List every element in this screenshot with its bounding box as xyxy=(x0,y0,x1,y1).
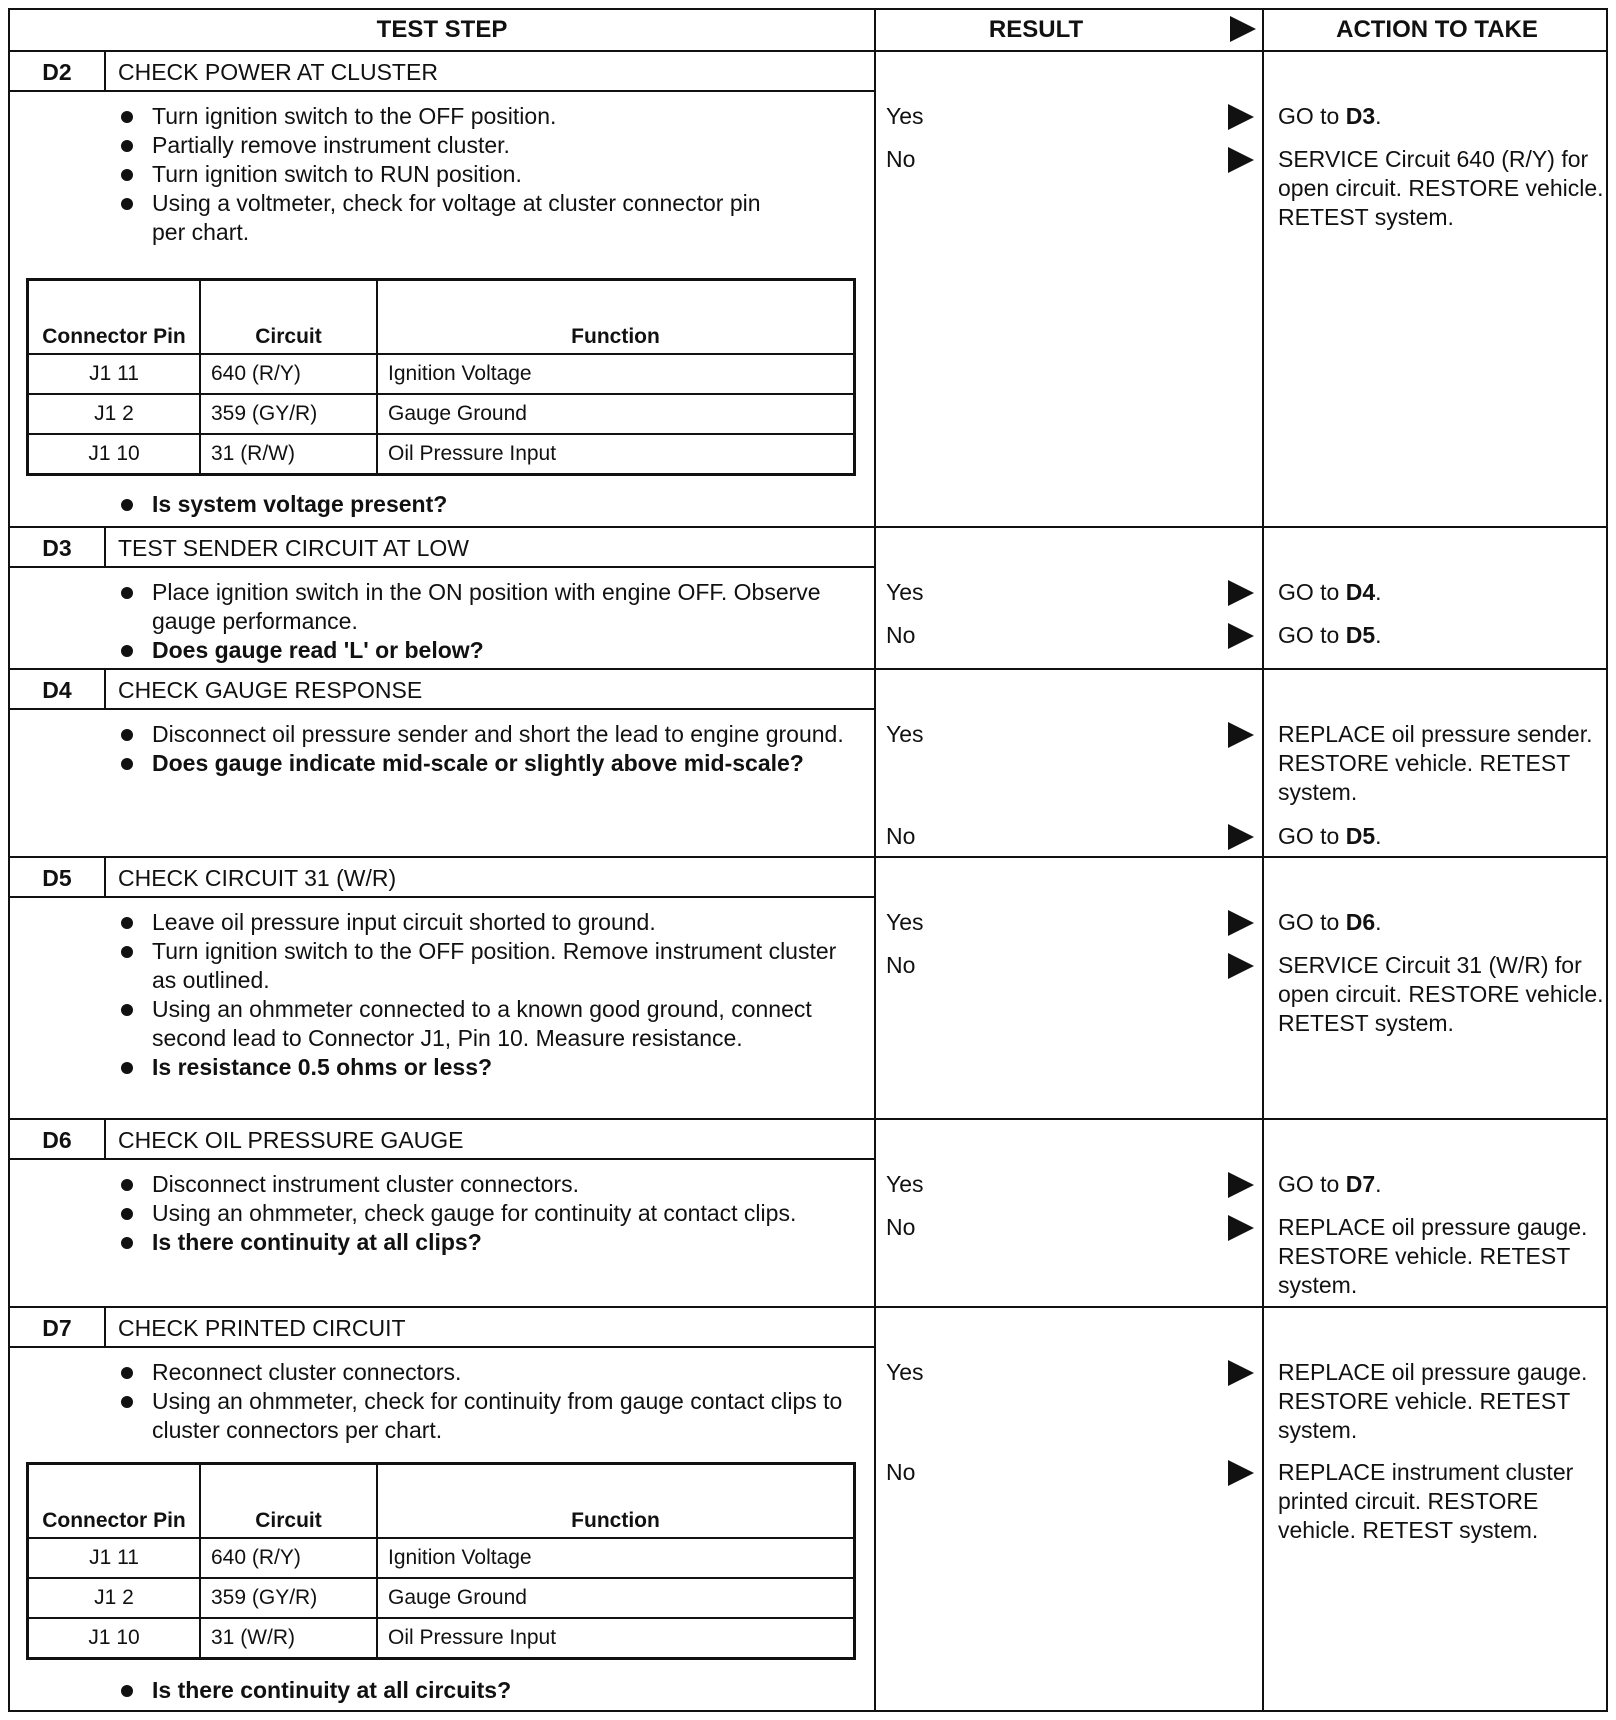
step-title: CHECK CIRCUIT 31 (W/R) xyxy=(106,858,874,898)
table-cell: 640 (R/Y) xyxy=(200,354,377,394)
step-id: D2 xyxy=(10,52,106,92)
col-header: Function xyxy=(377,1464,855,1539)
step-item: Leave oil pressure input circuit shorted to ground. xyxy=(110,908,850,937)
action-text: GO to D3. xyxy=(1278,103,1382,129)
table-row xyxy=(28,1618,855,1659)
section-d6 xyxy=(10,1120,1606,1306)
action-text: GO to D6. xyxy=(1278,909,1382,935)
table-cell: Gauge Ground xyxy=(377,394,855,434)
step-item: Disconnect instrument cluster connectors. xyxy=(110,1170,850,1199)
step-item: Reconnect cluster connectors. xyxy=(110,1358,850,1387)
table-cell: J1 2 xyxy=(28,394,201,434)
table-cell: J1 11 xyxy=(28,354,201,394)
table-row xyxy=(28,1578,855,1618)
step-item: Turn ignition switch to the OFF position. xyxy=(110,102,850,131)
action-text: GO to D7. xyxy=(1278,1171,1382,1197)
step-question: Does gauge indicate mid-scale or slightly above mid-scale? xyxy=(110,749,850,778)
step-title: CHECK POWER AT CLUSTER xyxy=(106,52,874,92)
step-question: Is resistance 0.5 ohms or less? xyxy=(110,1053,850,1082)
result-yes: Yes xyxy=(886,1359,924,1385)
table-cell: 31 (W/R) xyxy=(200,1618,377,1659)
step-item: Using an ohmmeter, check for continuity from gauge contact clips to cluster connectors per chart. xyxy=(110,1387,850,1445)
table-cell: Gauge Ground xyxy=(377,1578,855,1618)
arrow-icon xyxy=(1228,147,1254,173)
action-text: REPLACE oil pressure gauge. RESTORE vehicle. RETEST system. xyxy=(1278,1214,1588,1298)
step-list xyxy=(110,1170,850,1257)
arrow-icon xyxy=(1228,580,1254,606)
result-yes: Yes xyxy=(886,579,924,605)
table-cell: Oil Pressure Input xyxy=(377,1618,855,1659)
step-item: Turn ignition switch to the OFF position. Remove instrument cluster as outlined. xyxy=(110,937,850,995)
diagnostic-table xyxy=(8,8,1608,1712)
result-yes: Yes xyxy=(886,909,924,935)
step-id: D4 xyxy=(10,670,106,710)
step-item: Using an ohmmeter, check gauge for continuity at contact clips. xyxy=(110,1199,850,1228)
arrow-icon xyxy=(1228,1460,1254,1486)
step-title: CHECK PRINTED CIRCUIT xyxy=(106,1308,874,1348)
arrow-icon xyxy=(1228,722,1254,748)
header-test-step: TEST STEP xyxy=(376,16,508,43)
col-header: Circuit xyxy=(200,1464,377,1539)
section-d2 xyxy=(10,52,1606,526)
col-header: Connector Pin xyxy=(28,280,201,355)
arrow-icon xyxy=(1228,910,1254,936)
table-cell: 359 (GY/R) xyxy=(200,1578,377,1618)
step-item: Place ignition switch in the ON position with engine OFF. Observe gauge performance. xyxy=(110,578,850,636)
section-d3 xyxy=(10,528,1606,668)
action-text: SERVICE Circuit 640 (R/Y) for open circuit. RESTORE vehicle. RETEST system. xyxy=(1278,146,1604,230)
header-action: ACTION TO TAKE xyxy=(1336,16,1538,43)
table-row xyxy=(28,1538,855,1578)
section-d4 xyxy=(10,670,1606,856)
result-no: No xyxy=(886,1459,916,1485)
result-no: No xyxy=(886,823,916,849)
step-title: CHECK OIL PRESSURE GAUGE xyxy=(106,1120,874,1160)
arrow-icon xyxy=(1228,953,1254,979)
step-question: Is there continuity at all circuits? xyxy=(110,1676,850,1705)
header-result: RESULT xyxy=(988,16,1084,43)
table-row xyxy=(28,434,855,475)
action-text: GO to D5. xyxy=(1278,823,1382,849)
arrow-icon xyxy=(1228,1360,1254,1386)
result-no: No xyxy=(886,146,916,172)
table-cell: J1 11 xyxy=(28,1538,201,1578)
step-item: Using an ohmmeter connected to a known good ground, connect second lead to Connector J1, Pin 10. Measure resistance. xyxy=(110,995,812,1053)
arrow-icon xyxy=(1228,1215,1254,1241)
table-cell: J1 2 xyxy=(28,1578,201,1618)
arrow-icon xyxy=(1228,824,1254,850)
step-id: D3 xyxy=(10,528,106,568)
result-no: No xyxy=(886,952,916,978)
step-question: Is system voltage present? xyxy=(110,490,850,519)
result-yes: Yes xyxy=(886,103,924,129)
action-text: SERVICE Circuit 31 (W/R) for open circuit. RESTORE vehicle. RETEST system. xyxy=(1278,952,1604,1036)
action-text: GO to D5. xyxy=(1278,622,1382,648)
table-cell: J1 10 xyxy=(28,434,201,475)
step-question: Is there continuity at all clips? xyxy=(110,1228,850,1257)
step-list xyxy=(110,490,850,519)
action-text: REPLACE oil pressure gauge. RESTORE vehicle. RETEST system. xyxy=(1278,1359,1588,1443)
action-text: REPLACE oil pressure sender. RESTORE vehicle. RETEST system. xyxy=(1278,721,1593,805)
arrow-icon xyxy=(1228,623,1254,649)
col-header: Connector Pin xyxy=(28,1464,201,1539)
step-list xyxy=(110,1358,850,1445)
step-item: Using a voltmeter, check for voltage at cluster connector pin per chart. xyxy=(110,189,792,247)
step-list xyxy=(110,1676,850,1705)
result-yes: Yes xyxy=(886,721,924,747)
header-arrow-icon xyxy=(1230,16,1256,42)
step-item: Turn ignition switch to RUN position. xyxy=(110,160,850,189)
table-cell: 640 (R/Y) xyxy=(200,1538,377,1578)
col-header: Function xyxy=(377,280,855,355)
table-row xyxy=(28,394,855,434)
step-id: D6 xyxy=(10,1120,106,1160)
col-header: Circuit xyxy=(200,280,377,355)
arrow-icon xyxy=(1228,104,1254,130)
table-cell: Oil Pressure Input xyxy=(377,434,855,475)
step-list xyxy=(110,102,850,247)
step-item: Partially remove instrument cluster. xyxy=(110,131,850,160)
step-title: CHECK GAUGE RESPONSE xyxy=(106,670,874,710)
table-cell: 359 (GY/R) xyxy=(200,394,377,434)
result-no: No xyxy=(886,622,916,648)
step-id: D7 xyxy=(10,1308,106,1348)
action-text: REPLACE instrument cluster printed circuit. RESTORE vehicle. RETEST system. xyxy=(1278,1459,1574,1543)
result-no: No xyxy=(886,1214,916,1240)
table-cell: Ignition Voltage xyxy=(377,354,855,394)
table-cell: Ignition Voltage xyxy=(377,1538,855,1578)
table-cell: J1 10 xyxy=(28,1618,201,1659)
step-item: Disconnect oil pressure sender and short the lead to engine ground. xyxy=(110,720,850,749)
table-cell: 31 (R/W) xyxy=(200,434,377,475)
step-list xyxy=(110,908,850,1082)
table-row xyxy=(28,354,855,394)
connector-pin-table xyxy=(26,278,856,476)
step-title: TEST SENDER CIRCUIT AT LOW xyxy=(106,528,874,568)
section-d7 xyxy=(10,1308,1606,1710)
result-yes: Yes xyxy=(886,1171,924,1197)
step-question: Does gauge read 'L' or below? xyxy=(110,636,850,665)
arrow-icon xyxy=(1228,1172,1254,1198)
connector-pin-table xyxy=(26,1462,856,1660)
step-list xyxy=(110,720,850,778)
step-list xyxy=(110,578,850,665)
action-text: GO to D4. xyxy=(1278,579,1382,605)
step-id: D5 xyxy=(10,858,106,898)
section-d5 xyxy=(10,858,1606,1118)
